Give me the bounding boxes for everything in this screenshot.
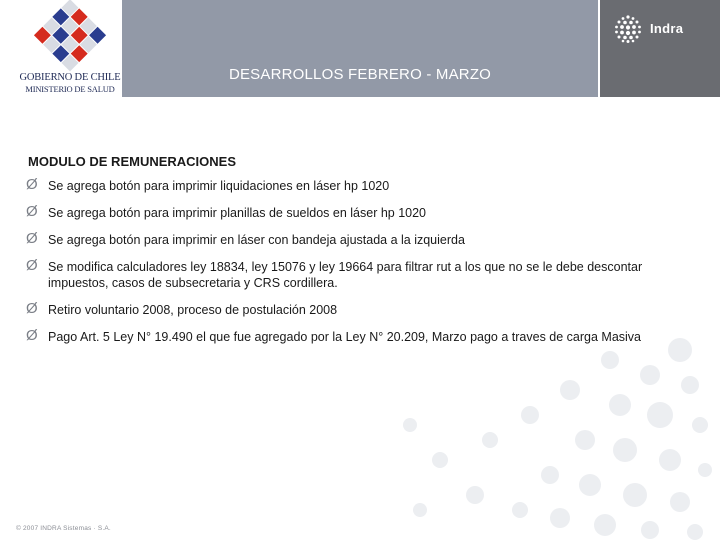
- ministerio-name: MINISTERIO DE SALUD: [25, 84, 115, 94]
- indra-logo: [612, 14, 712, 44]
- bullet-arrow-icon: Ø: [26, 257, 38, 274]
- decorative-dots-pattern: [380, 330, 720, 540]
- footer-copyright: © 2007 INDRA Sistemas · S.A.: [16, 525, 111, 532]
- bullet-arrow-icon: Ø: [26, 230, 38, 247]
- list-item: [28, 178, 698, 194]
- list-item: [28, 302, 698, 318]
- gobierno-logo: [16, 0, 124, 97]
- bullet-text: Se modifica calculadores ley 18834, ley 15076 y ley 19664 para filtrar rut a los que no se le debe descontar impuestos, casos de subsecretaria y CRS cordillera.: [48, 260, 643, 290]
- bullet-arrow-icon: Ø: [26, 203, 38, 220]
- bullet-arrow-icon: Ø: [26, 176, 38, 193]
- bullet-arrow-icon: Ø: [26, 327, 38, 344]
- slide-title: DESARROLLOS FEBRERO - MARZO: [228, 66, 492, 83]
- gobierno-emblem-icon: [32, 0, 108, 72]
- section-title: MODULO DE REMUNERACIONES: [28, 154, 237, 169]
- bullet-text: Se agrega botón para imprimir liquidaciones en láser hp 1020: [48, 179, 390, 193]
- list-item: [28, 259, 698, 291]
- list-item: [28, 232, 698, 248]
- list-item: [28, 205, 698, 221]
- bullet-text: Pago Art. 5 Ley N° 19.490 el que fue agregado por la Ley N° 20.209, Marzo pago a traves de carga Masiva: [48, 330, 642, 344]
- gobierno-name: GOBIERNO DE CHILE: [19, 72, 121, 83]
- bullet-list: [28, 178, 698, 345]
- bullet-text: Se agrega botón para imprimir planillas de sueldos en láser hp 1020: [48, 206, 427, 220]
- content: [28, 154, 698, 356]
- indra-sphere-icon: [612, 14, 644, 44]
- header: [0, 0, 720, 97]
- bullet-text: Retiro voluntario 2008, proceso de postulación 2008: [48, 303, 338, 317]
- bullet-text: Se agrega botón para imprimir en láser con bandeja ajustada a la izquierda: [48, 233, 465, 247]
- bullet-arrow-icon: Ø: [26, 300, 38, 317]
- indra-wordmark: Indra: [650, 21, 684, 36]
- list-item: [28, 329, 698, 345]
